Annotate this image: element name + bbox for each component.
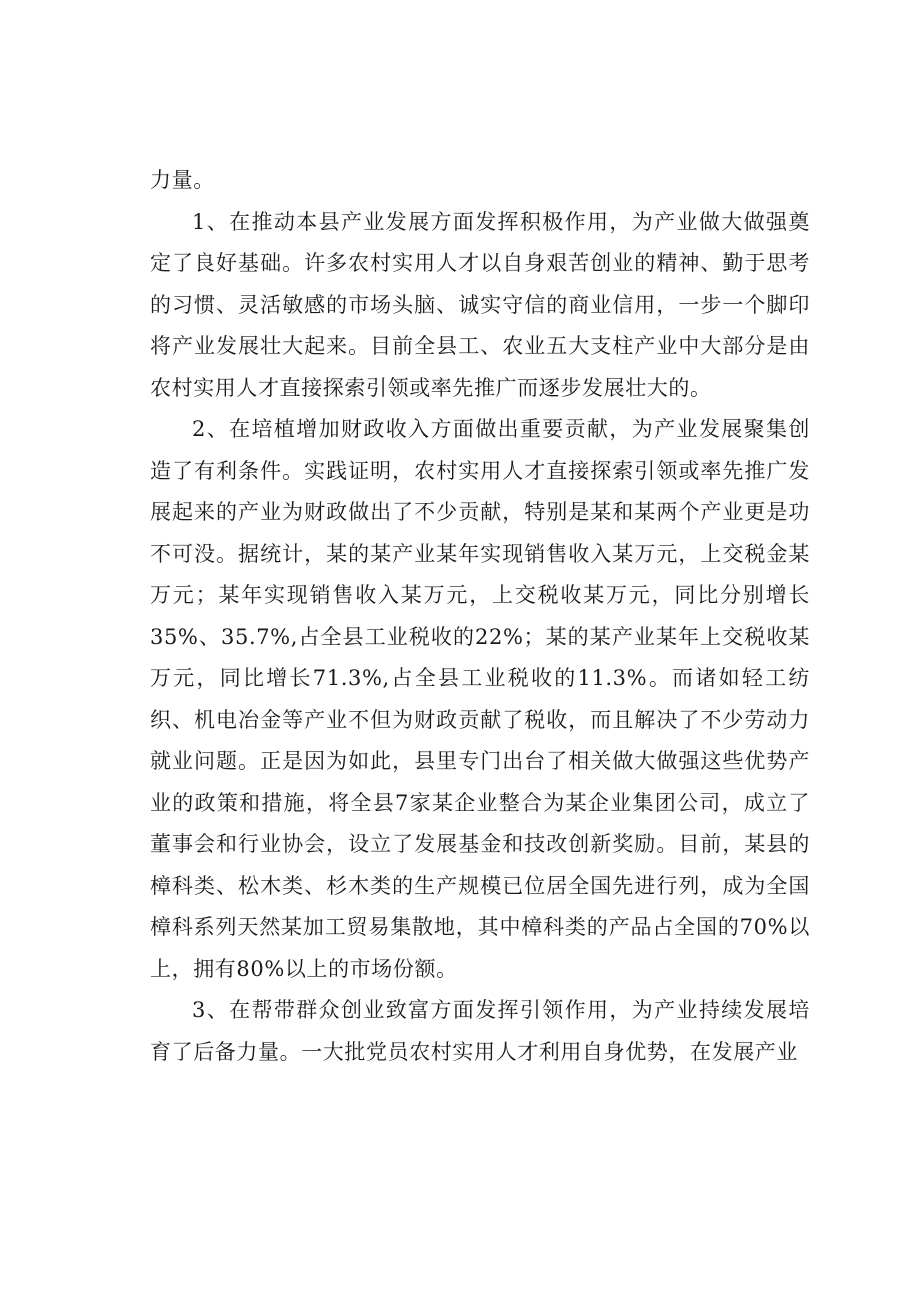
paragraph-1: 1、在推动本县产业发展方面发挥积极作用，为产业做大做强奠定了良好基础。许多农村实用人才以自身艰苦创业的精神、勤于思考的习惯、灵活敏感的市场头脑、诚实守信的商业信用，一步一个脚印将产业发展壮大起来。目前全县工、农业五大支柱产业中大部分是由农村实用人才直接探索引领或率先推广而逐步发展壮大的。 [150,209,810,400]
paragraph-3: 3、在帮带群众创业致富方面发挥引领作用，为产业持续发展培育了后备力量。一大批党员农村实用人才利用自身优势，在发展产业 [150,998,810,1064]
paragraph-2: 2、在培植增加财政收入方面做出重要贡献，为产业发展聚集创造了有利条件。实践证明，农村实用人才直接探索引领或率先推广发展起来的产业为财政做出了不少贡献，特别是某和某两个产业更是功不可没。据统计，某的某产业某年实现销售收入某万元，上交税金某万元；某年实现销售收入某万元，上交税收某万元，同比分别增长35%、35.7%,占全县工业税收的22%；某的某产业某年上交税收某万元，同比增长71.3%,占全县工业税收的11.3%。而诸如轻工纺织、机电冶金等产业不但为财政贡献了税收，而且解决了不少劳动力就业问题。正是因为如此，县里专门出台了相关做大做强这些优势产业的政策和措施，将全县7家某企业整合为某企业集团公司，成立了董事会和行业协会，设立了发展基金和技改创新奖励。目前，某县的樟科类、松木类、杉木类的生产规模已位居全国先进行列，成为全国樟科系列天然某加工贸易集散地，其中樟科类的产品占全国的70%以上，拥有80%以上的市场份额。 [150,417,810,981]
paragraph-continuation: 力量。 [150,168,215,192]
body-text [150,160,810,1073]
